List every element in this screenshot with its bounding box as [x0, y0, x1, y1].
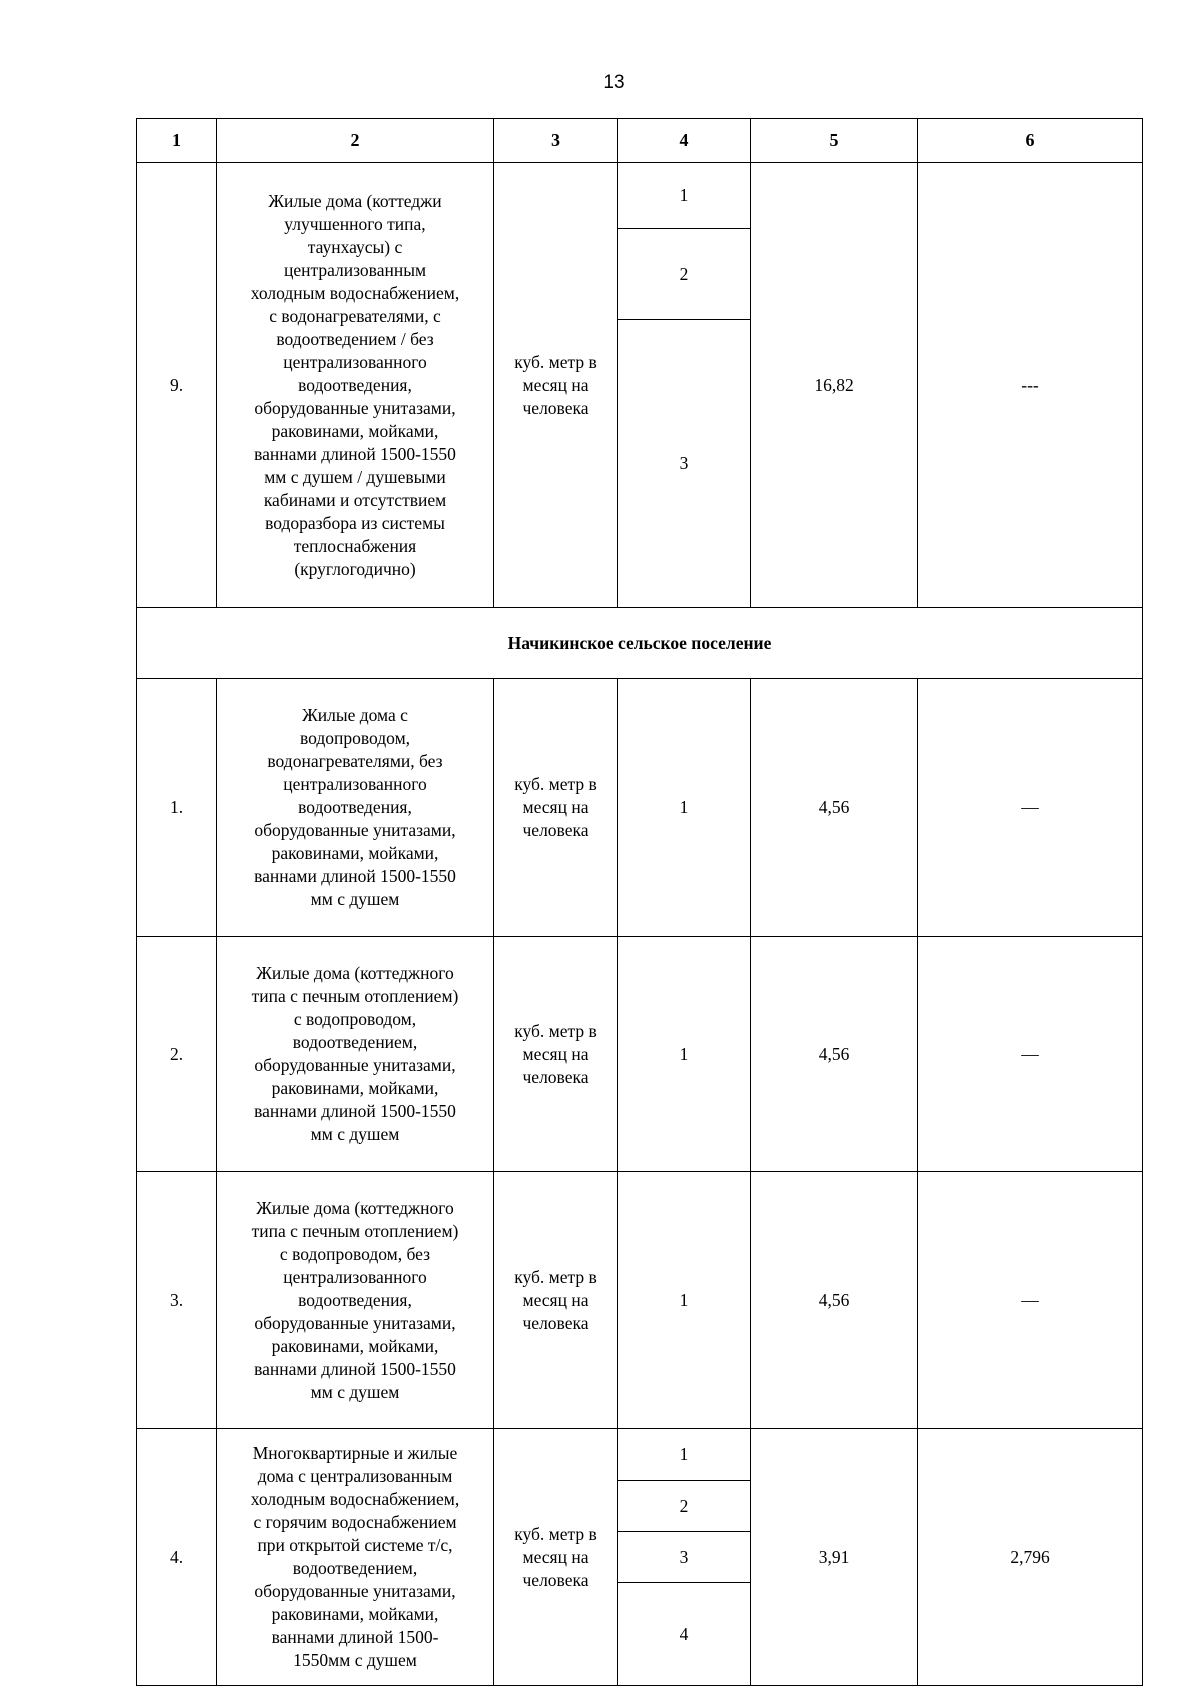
row-number: 9.: [137, 163, 217, 608]
row-number: 3.: [137, 1172, 217, 1429]
floor-cell: 1: [618, 163, 751, 229]
table-row: [137, 679, 1143, 937]
row-unit: куб. метр в месяц на человека: [494, 1172, 618, 1429]
col-header-4: 4: [618, 119, 751, 163]
floor-cell: 1: [618, 1429, 751, 1481]
extra-value: —: [918, 937, 1143, 1172]
floor-cell: 2: [618, 229, 751, 320]
extra-value: ---: [918, 163, 1143, 608]
floor-cell: 3: [618, 320, 751, 608]
row-description: Жилые дома (коттеджи улучшенного типа, таунхаусы) с централизованным холодным водоснабжением, с водонагревателями, с водоотведением / без централизованного водоотведения, оборудованные унитазами, раковинами, мойками, ваннами длиной 1500-1550 мм с душем / душевыми кабинами и отсутствием водоразбора из системы теплоснабжения (круглогодично): [217, 163, 494, 608]
floor-cell: 4: [618, 1583, 751, 1686]
norms-table: [136, 118, 1143, 1686]
row-number: 2.: [137, 937, 217, 1172]
norm-value: 4,56: [751, 937, 918, 1172]
floor-cell: 1: [618, 1172, 751, 1429]
floor-cell: 2: [618, 1481, 751, 1532]
norm-value: 4,56: [751, 1172, 918, 1429]
section-title: Начикинское сельское поселение: [137, 608, 1143, 679]
floor-cell: 1: [618, 937, 751, 1172]
table-row: [137, 1172, 1143, 1429]
col-header-6: 6: [918, 119, 1143, 163]
section-row: [137, 608, 1143, 679]
col-header-1: 1: [137, 119, 217, 163]
extra-value: —: [918, 1172, 1143, 1429]
row-unit: куб. метр в месяц на человека: [494, 1429, 618, 1686]
table-row: [137, 163, 1143, 229]
row-description: Многоквартирные и жилые дома с централизованным холодным водоснабжением, с горячим водоснабжением при открытой системе т/с, водоотведением, оборудованные унитазами, раковинами, мойками, ваннами длиной 1500- 1550мм с душем: [217, 1429, 494, 1686]
row-description: Жилые дома (коттеджного типа с печным отоплением) с водопроводом, без централизованного водоотведения, оборудованные унитазами, раковинами, мойками, ваннами длиной 1500-1550 мм с душем: [217, 1172, 494, 1429]
table-row: [137, 1429, 1143, 1481]
norm-value: 4,56: [751, 679, 918, 937]
row-unit: куб. метр в месяц на человека: [494, 937, 618, 1172]
col-header-5: 5: [751, 119, 918, 163]
floor-cell: 3: [618, 1532, 751, 1583]
table-row: [137, 937, 1143, 1172]
header-row: [137, 119, 1143, 163]
norm-value: 3,91: [751, 1429, 918, 1686]
col-header-3: 3: [494, 119, 618, 163]
extra-value: —: [918, 679, 1143, 937]
row-description: Жилые дома (коттеджного типа с печным отоплением) с водопроводом, водоотведением, оборудованные унитазами, раковинами, мойками, ваннами длиной 1500-1550 мм с душем: [217, 937, 494, 1172]
row-unit: куб. метр в месяц на человека: [494, 163, 618, 608]
extra-value: 2,796: [918, 1429, 1143, 1686]
row-description: Жилые дома с водопроводом, водонагревателями, без централизованного водоотведения, оборудованные унитазами, раковинами, мойками, ваннами длиной 1500-1550 мм с душем: [217, 679, 494, 937]
page-number: 13: [603, 72, 625, 93]
row-number: 4.: [137, 1429, 217, 1686]
row-unit: куб. метр в месяц на человека: [494, 679, 618, 937]
norm-value: 16,82: [751, 163, 918, 608]
floor-cell: 1: [618, 679, 751, 937]
col-header-2: 2: [217, 119, 494, 163]
row-number: 1.: [137, 679, 217, 937]
